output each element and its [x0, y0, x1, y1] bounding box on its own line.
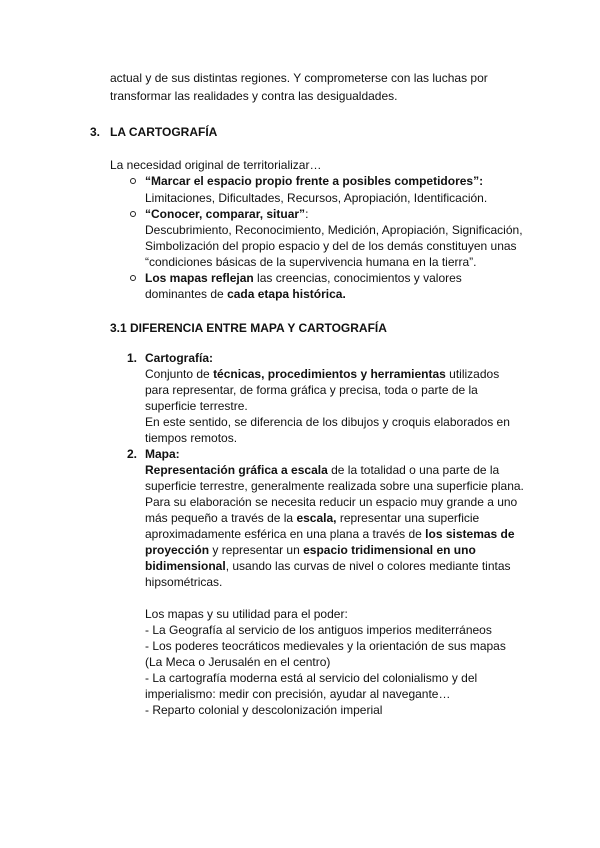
item-2-number: 2. — [127, 447, 138, 461]
bullet-3-line-1 — [145, 270, 462, 286]
power-line-1: - La Geografía al servicio de los antiguos imperios mediterráneos — [145, 623, 492, 637]
item-1-line-1-pre: Conjunto de — [145, 367, 214, 381]
item-2-line-6-mid: y representar un — [209, 543, 304, 557]
item-2-line-1-bold: Representación gráfica a escala — [145, 463, 328, 477]
bullet-2-colon: : — [305, 207, 309, 221]
item-2-line-7 — [145, 558, 511, 574]
power-line-3: (La Meca o Jerusalén en el centro) — [145, 655, 331, 669]
item-2-line-4-post: representar una superficie — [336, 511, 480, 525]
item-2-line-6-bold: proyección — [145, 543, 210, 557]
circle-bullet-icon — [130, 211, 136, 217]
item-2-line-1-post: de la totalidad o una parte de la — [327, 463, 500, 477]
item-1-label: Cartografía: — [145, 351, 214, 365]
bullet-2-heading — [145, 206, 308, 222]
power-line-6: - Reparto colonial y descolonización imperial — [145, 703, 383, 717]
intro-line-2: transformar las realidades y contra las desigualdades. — [110, 89, 398, 103]
power-line-2: - Los poderes teocráticos medievales y la orientación de sus mapas — [145, 639, 506, 653]
item-1-line-1 — [145, 366, 499, 382]
item-2-label: Mapa: — [145, 447, 180, 461]
item-2-line-4 — [145, 510, 479, 526]
bullet-2-line-3: “condiciones básicas de la supervivencia humana en la tierra”. — [145, 255, 477, 269]
bullet-1-heading — [145, 173, 483, 189]
intro-line-1: actual y de sus distintas regiones. Y comprometerse con las luchas por — [110, 71, 488, 85]
section-3-title: LA CARTOGRAFÍA — [110, 125, 218, 139]
bullet-3-line-2-bold: cada etapa histórica. — [227, 287, 346, 301]
item-2-line-7-post: , usando las curvas de nivel o colores mediante tintas — [225, 559, 511, 573]
power-line-4: - La cartografía moderna está al servicio del colonialismo y del — [145, 671, 478, 685]
item-2-line-4-bold: escala, — [296, 511, 337, 525]
item-2-line-2: superficie terrestre, generalmente realizada sobre una superficie plana. — [145, 479, 524, 493]
bullet-2-line-1: Descubrimiento, Reconocimiento, Medición, Apropiación, Significación, — [145, 223, 523, 237]
item-2-line-7-bold: bidimensional — [145, 559, 226, 573]
power-title: Los mapas y su utilidad para el poder: — [145, 607, 348, 621]
item-1-line-2: para representar, de forma gráfica y precisa, toda o parte de la — [145, 383, 478, 397]
item-1-line-1-post: utilizados — [445, 367, 500, 381]
bullet-1-bold: “Marcar el espacio propio frente a posibles competidores”: — [145, 174, 484, 188]
item-2-line-5-pre: aproximadamente esférica en una plana a través de — [145, 527, 426, 541]
bullet-3-bold: Los mapas reflejan — [145, 271, 254, 285]
bullet-3-text: las creencias, conocimientos y valores — [253, 271, 462, 285]
item-1-line-3: superficie terrestre. — [145, 399, 248, 413]
section-3-number: 3. — [90, 125, 101, 139]
bullet-2-line-2: Simbolización del propio espacio y del de los demás constituyen unas — [145, 239, 517, 253]
item-2-line-3: Para su elaboración se necesita reducir un espacio muy grande a uno — [145, 495, 518, 509]
item-2-line-5-bold: los sistemas de — [425, 527, 515, 541]
item-1-line-5: tiempos remotos. — [145, 431, 238, 445]
section-3-lead: La necesidad original de territorializar… — [110, 158, 322, 172]
item-2-line-8: hipsométricas. — [145, 575, 223, 589]
item-1-number: 1. — [127, 351, 138, 365]
bullet-2-bold: “Conocer, comparar, situar” — [145, 207, 306, 221]
bullet-3-line-2-pre: dominantes de — [145, 287, 228, 301]
item-2-line-5 — [145, 526, 515, 542]
section-3-1-title: 3.1 DIFERENCIA ENTRE MAPA Y CARTOGRAFÍA — [110, 321, 387, 335]
bullet-1-text: Limitaciones, Dificultades, Recursos, Apropiación, Identificación. — [145, 191, 488, 205]
bullet-3-line-2 — [145, 286, 346, 302]
item-2-line-6-bold-2: espacio tridimensional en uno — [303, 543, 476, 557]
item-2-line-4-pre: más pequeño a través de la — [145, 511, 297, 525]
circle-bullet-icon — [130, 178, 136, 184]
item-1-line-4: En este sentido, se diferencia de los dibujos y croquis elaborados en — [145, 415, 510, 429]
item-2-line-1 — [145, 462, 499, 478]
circle-bullet-icon — [130, 275, 136, 281]
item-2-line-6 — [145, 542, 476, 558]
power-line-5: imperialismo: medir con precisión, ayudar al navegante… — [145, 687, 451, 701]
item-1-line-1-bold: técnicas, procedimientos y herramientas — [213, 367, 446, 381]
